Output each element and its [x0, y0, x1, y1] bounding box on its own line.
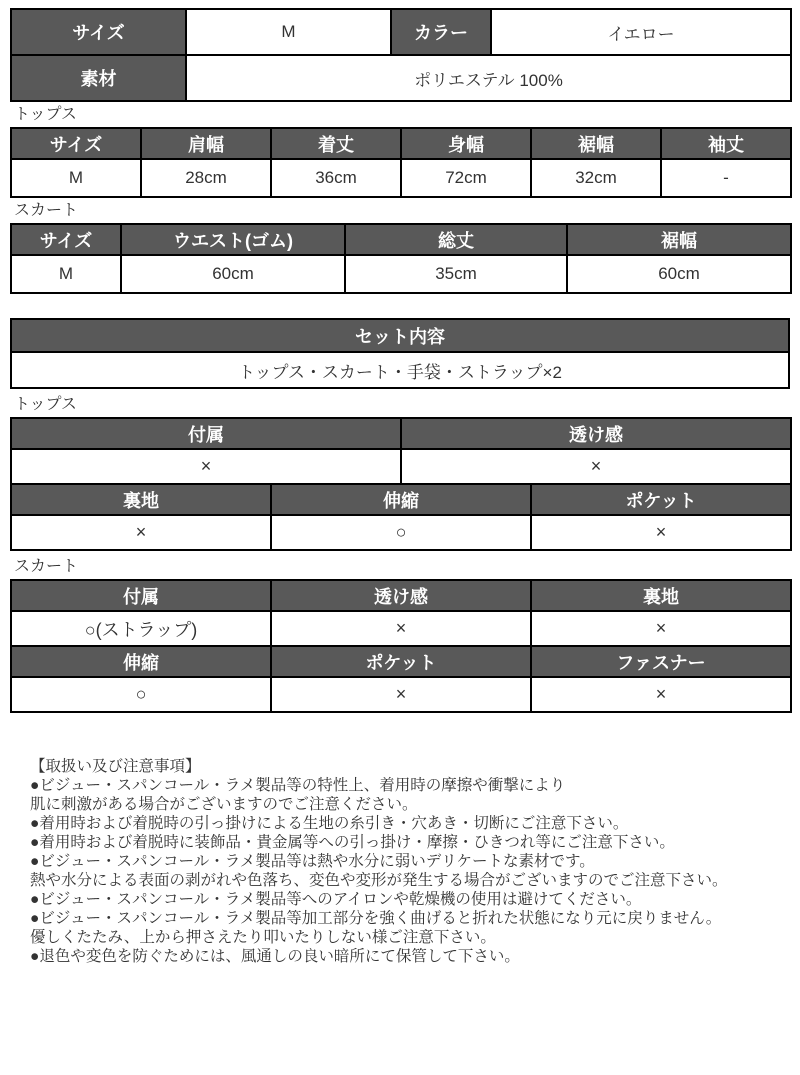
skirt-stretch-value-cell: ○ [11, 677, 271, 712]
product-info-table [10, 8, 792, 102]
tops-pocket-value-cell: × [531, 515, 791, 550]
skirt-hem-header-cell: 裾幅 [567, 224, 791, 255]
product-spec-page [0, 8, 800, 1075]
set-contents-header-cell: セット内容 [11, 319, 789, 352]
handling-notes [30, 757, 800, 966]
skirt-features-section-label: スカート [14, 558, 79, 575]
skirt-zipper-value-cell: × [531, 677, 791, 712]
skirt-pocket-header-cell: ポケット [271, 646, 531, 677]
table-header-row [11, 646, 791, 677]
table-row [11, 159, 791, 197]
tops-sheer-value-cell: × [401, 449, 791, 484]
table-row [11, 55, 791, 101]
tops-accessory-value-cell: × [11, 449, 401, 484]
table-row [11, 611, 791, 646]
skirt-lining-value-cell: × [531, 611, 791, 646]
handling-note-line: 優しくたたみ、上から押さえたり叩いたりしない様ご注意下さい。 [30, 929, 496, 946]
tops-sheer-header-cell: 透け感 [401, 418, 791, 449]
handling-note-line: ●ビジュー・スパンコール・ラメ製品等加工部分を強く曲げると折れた状態になり元に戻りません。 [30, 910, 722, 927]
skirt-hem-value-cell: 60cm [567, 255, 791, 293]
table-row [11, 352, 789, 388]
skirt-pocket-value-cell: × [271, 677, 531, 712]
tops-accessory-header-cell: 付属 [11, 418, 401, 449]
tops-stretch-header-cell: 伸縮 [271, 484, 531, 515]
tops-features-table [10, 417, 792, 551]
tops-lining-header-cell: 裏地 [11, 484, 271, 515]
handling-note-line: ●ビジュー・スパンコール・ラメ製品等は熱や水分に弱いデリケートな素材です。 [30, 853, 595, 870]
color-value-cell: イエロー [491, 9, 791, 55]
table-header-row [11, 580, 791, 611]
tops-length-header-cell: 着丈 [271, 128, 401, 159]
tops-pocket-header-cell: ポケット [531, 484, 791, 515]
skirt-accessory-header-cell: 付属 [11, 580, 271, 611]
tops-features-section-label: トップス [14, 396, 77, 413]
handling-note-line: 肌に刺激がある場合がございますのでご注意ください。 [30, 796, 418, 813]
handling-note-line: ●着用時および着脱時に装飾品・貴金属等への引っ掛け・摩擦・ひきつれ等にご注意下さい。 [30, 834, 675, 851]
handling-note-line: ●着用時および着脱時の引っ掛けによる生地の糸引き・穴あき・切断にご注意下さい。 [30, 815, 629, 832]
material-header-cell: 素材 [11, 55, 186, 101]
handling-notes-title: 【取扱い及び注意事項】 [30, 758, 201, 775]
set-contents-table [10, 318, 790, 389]
skirt-size-value-cell: M [11, 255, 121, 293]
tops-width-value-cell: 72cm [401, 159, 531, 197]
handling-note-line: ●ビジュー・スパンコール・ラメ製品等へのアイロンや乾燥機の使用は避けてください。 [30, 891, 642, 908]
tops-shoulder-header-cell: 肩幅 [141, 128, 271, 159]
skirt-waist-value-cell: 60cm [121, 255, 345, 293]
table-header-row [11, 224, 791, 255]
skirt-sheer-header-cell: 透け感 [271, 580, 531, 611]
material-value-cell: ポリエステル 100% [186, 55, 791, 101]
size-value-cell: M [186, 9, 391, 55]
handling-note-line: 熱や水分による表面の剥がれや色落ち、変色や変形が発生する場合がございますのでご注意下さい。 [30, 872, 728, 889]
set-contents-value-cell: トップス・スカート・手袋・ストラップ×2 [11, 352, 789, 388]
tops-stretch-value-cell: ○ [271, 515, 531, 550]
skirt-size-header-cell: サイズ [11, 224, 121, 255]
table-header-row [11, 128, 791, 159]
tops-width-header-cell: 身幅 [401, 128, 531, 159]
skirt-sheer-value-cell: × [271, 611, 531, 646]
tops-sleeve-header-cell: 袖丈 [661, 128, 791, 159]
tops-length-value-cell: 36cm [271, 159, 401, 197]
table-row [11, 9, 791, 55]
skirt-length-header-cell: 総丈 [345, 224, 567, 255]
tops-size-section-label: トップス [14, 106, 77, 123]
skirt-lining-header-cell: 裏地 [531, 580, 791, 611]
skirt-size-section-label: スカート [14, 202, 79, 219]
handling-note-line: ●ビジュー・スパンコール・ラメ製品等の特性上、着用時の摩擦や衝撃により [30, 777, 566, 794]
table-row [11, 255, 791, 293]
skirt-size-table [10, 223, 792, 294]
tops-lining-value-cell: × [11, 515, 271, 550]
skirt-features-table [10, 579, 792, 713]
color-header-cell: カラー [391, 9, 491, 55]
table-header-row [11, 484, 791, 515]
tops-shoulder-value-cell: 28cm [141, 159, 271, 197]
handling-note-line: ●退色や変色を防ぐためには、風通しの良い暗所にて保管して下さい。 [30, 948, 520, 965]
tops-size-table [10, 127, 792, 198]
table-row [11, 515, 791, 550]
skirt-waist-header-cell: ウエスト(ゴム) [121, 224, 345, 255]
table-header-row [11, 319, 789, 352]
skirt-zipper-header-cell: ファスナー [531, 646, 791, 677]
skirt-length-value-cell: 35cm [345, 255, 567, 293]
skirt-stretch-header-cell: 伸縮 [11, 646, 271, 677]
tops-sleeve-value-cell: - [661, 159, 791, 197]
table-row [11, 449, 791, 484]
tops-hem-header-cell: 裾幅 [531, 128, 661, 159]
skirt-accessory-value-cell: ○(ストラップ) [11, 611, 271, 646]
table-row [11, 677, 791, 712]
tops-size-value-cell: M [11, 159, 141, 197]
table-header-row [11, 418, 791, 449]
size-header-cell: サイズ [11, 9, 186, 55]
tops-size-header-cell: サイズ [11, 128, 141, 159]
tops-hem-value-cell: 32cm [531, 159, 661, 197]
